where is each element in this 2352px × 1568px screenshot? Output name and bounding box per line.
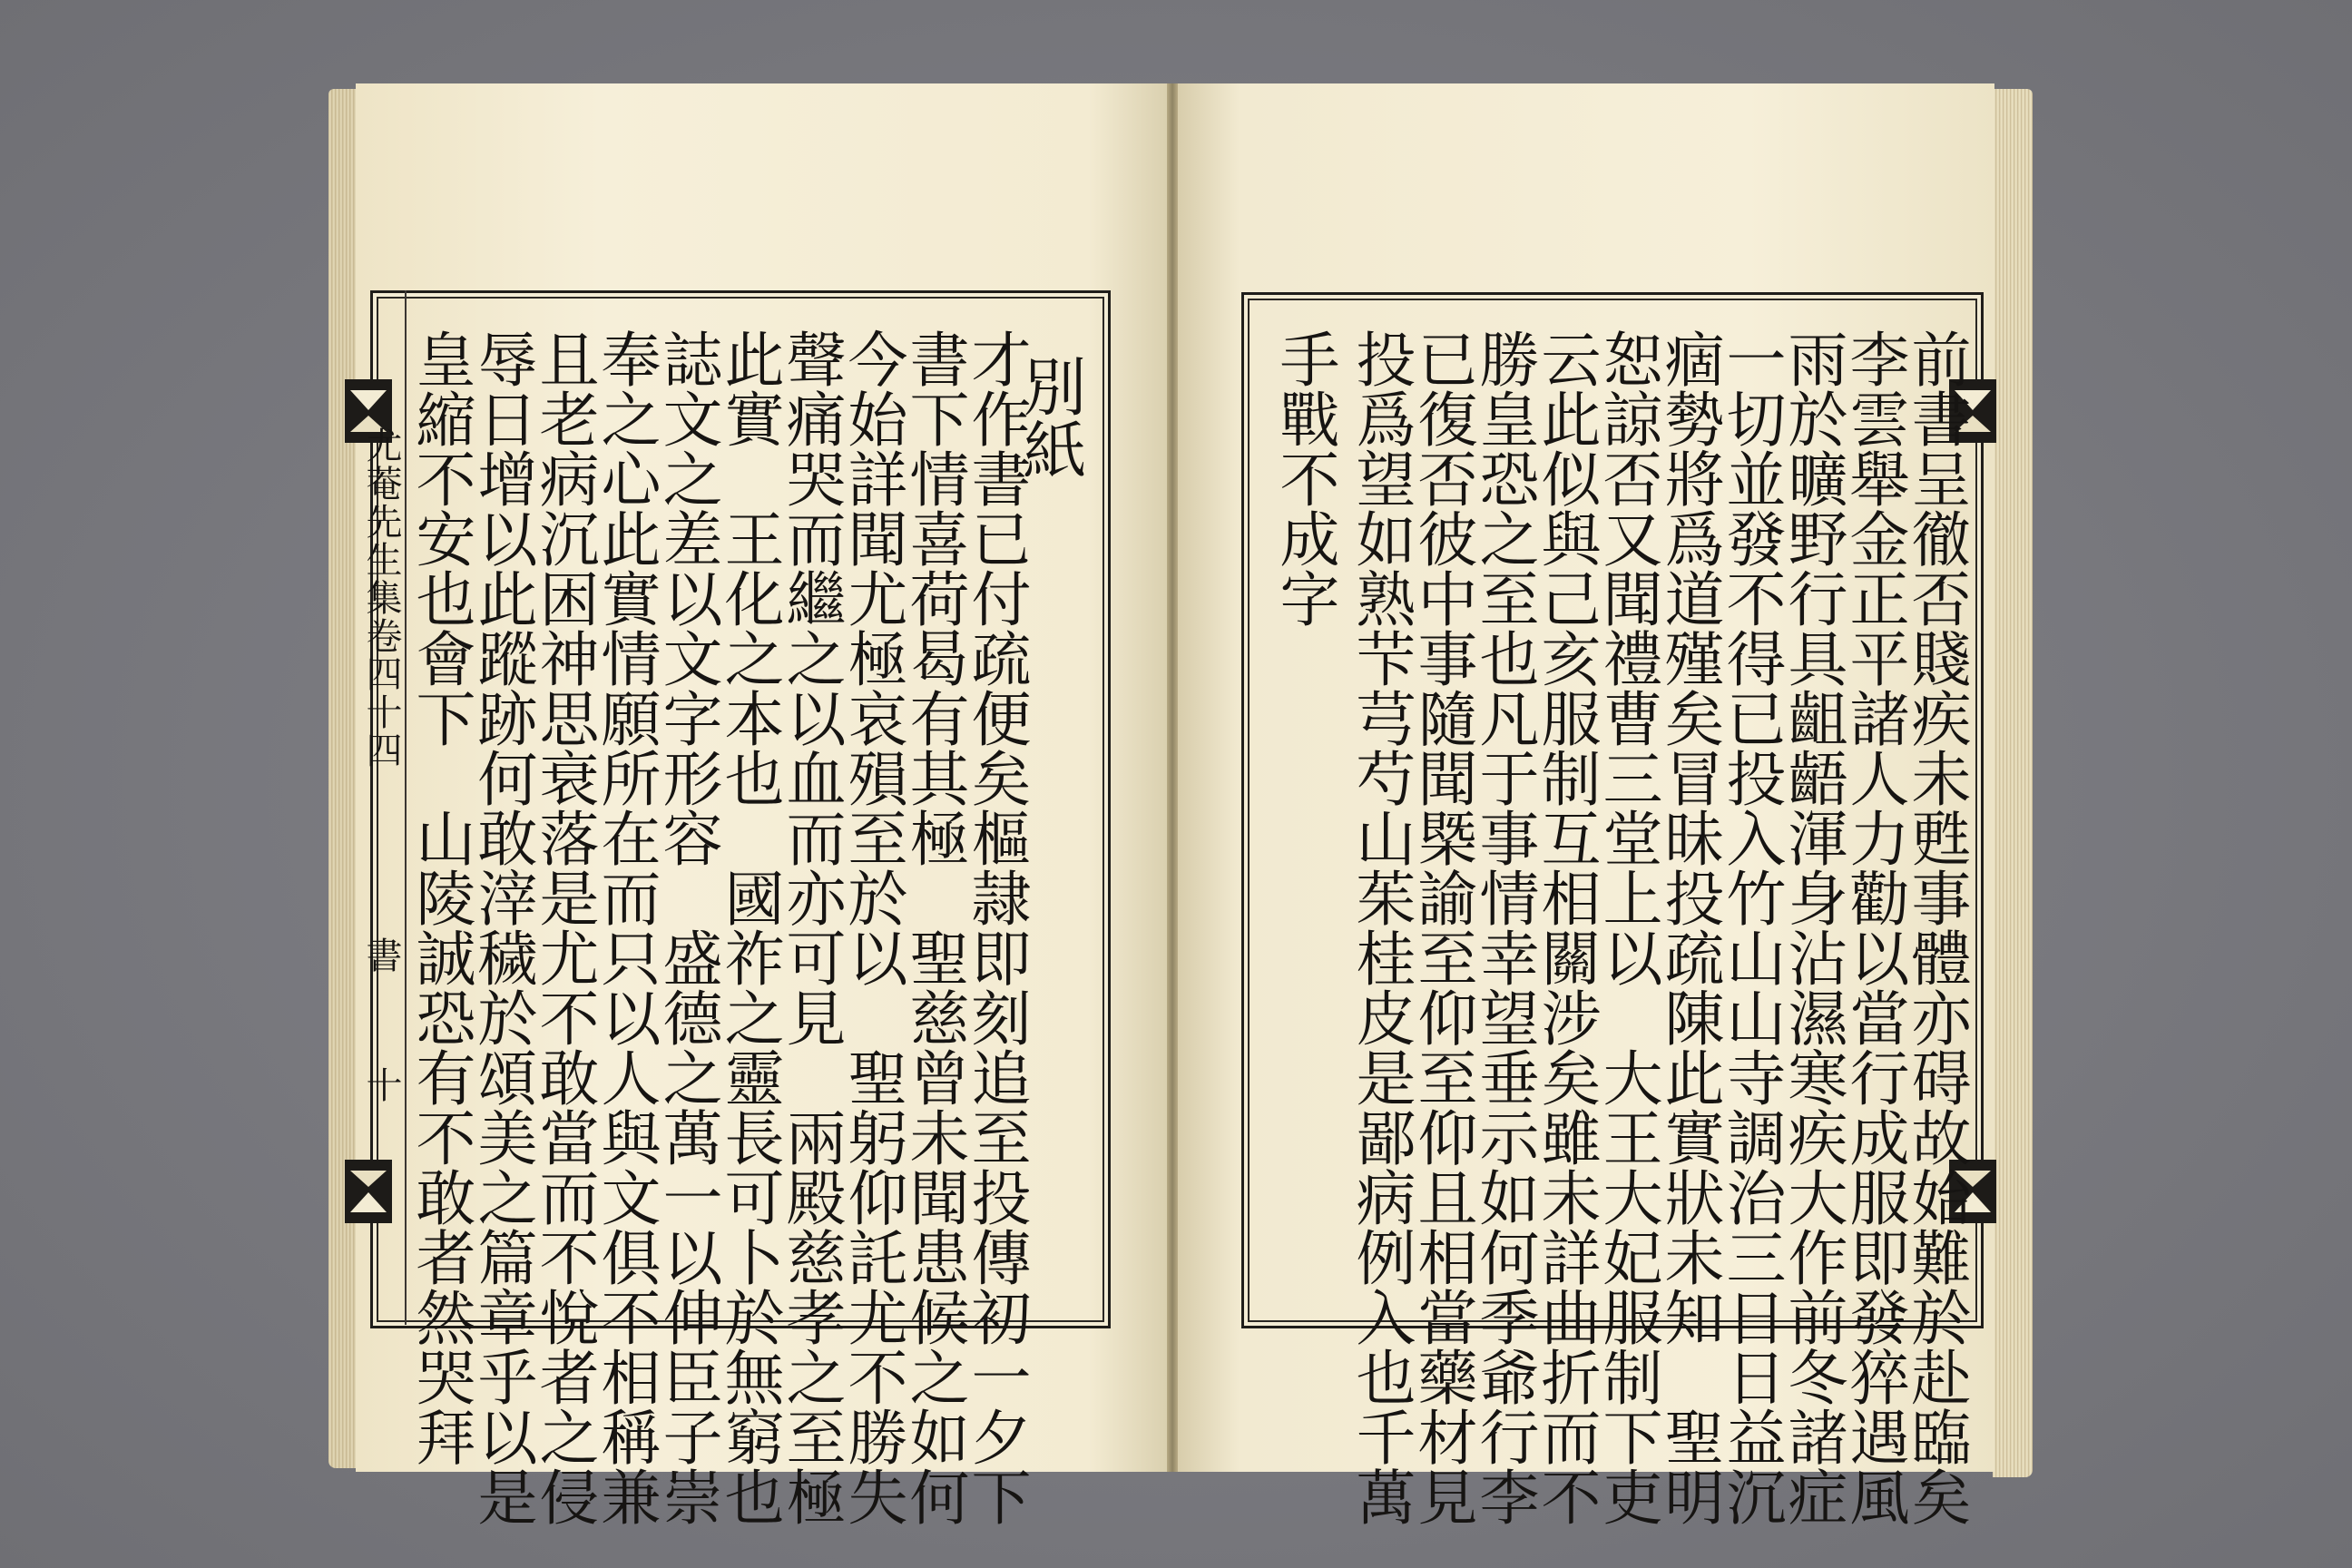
left-column-3: 書下情喜荷曷有其極 聖慈曾未聞患候之如何 <box>899 328 969 1526</box>
right-column-7: 云此似與己亥服制互相關涉矣雖未詳曲折而不 <box>1531 328 1601 1526</box>
left-column-8: 奉之心此實情願所在而只以人與文俱不相稱兼 <box>591 328 661 1526</box>
left-column-6: 此實 王化之本也 國祚之靈長可卜於無窮也 <box>714 328 784 1526</box>
right-column-1: 前書呈徹否賤疾未甦事體亦碍故始難於赴臨矣 <box>1901 328 1971 1526</box>
page-block-left-edge <box>328 89 359 1468</box>
fishtail-bottom-icon <box>345 1160 392 1223</box>
page-block-right-edge <box>1993 89 2033 1477</box>
right-column-11: 手戰不成字 <box>1269 328 1339 628</box>
left-column-5: 聲痛哭而繼之以血而亦可見 兩殿慈孝之至極 <box>776 328 846 1526</box>
book-gutter <box>1167 83 1178 1472</box>
left-column-7: 誌文之差以文字形容 盛德之萬一以伸臣子崇 <box>652 328 722 1526</box>
margin-book-title: 尤菴先生集卷四十四 <box>360 426 402 769</box>
right-column-3: 雨於曠野行具齟齬渾身沾濕寒疾大作前冬諸症 <box>1778 328 1847 1526</box>
left-column-9: 且老病沉困神思衰落是尤不敢當而不悅者之侵 <box>529 328 599 1526</box>
right-column-9: 已復否彼中事隨聞槩諭至仰至仰且相當藥材見 <box>1407 328 1477 1526</box>
right-column-5: 痼勢將爲道殣矣冒昧投疏陳此實狀未知 聖明 <box>1654 328 1724 1526</box>
right-column-10: 投爲望如熟芐芎芍山茱桂皮是鄙病例入也千萬 <box>1346 328 1416 1526</box>
right-column-6: 恕諒否又聞禮曹三堂上以 大王大妃服制下吏 <box>1592 328 1662 1526</box>
right-column-4: 一切並發不得已投入竹山山寺調治三日日益沉 <box>1716 328 1786 1526</box>
right-column-2: 李雲舉金正平諸人力勸以當行成服即發猝遇風 <box>1839 328 1909 1526</box>
left-column-4: 今始詳聞尤極哀殞至於以 聖躬仰託尤不勝失 <box>838 328 907 1526</box>
left-column-11: 皇縮不安也會下 山陵誠恐有不敢者然哭拜 <box>406 328 475 1466</box>
right-column-8: 勝皇恐之至也凡于事情幸望垂示如何季爺行李 <box>1469 328 1539 1526</box>
left-column-1: 別紙 <box>1013 354 1087 481</box>
left-column-2: 才作書已付疏便矣樞隷即刻追至投傳初一夕下 <box>961 328 1031 1526</box>
margin-page-number: 十 <box>360 1066 402 1104</box>
margin-section-label: 書 <box>360 936 402 975</box>
left-column-10: 辱日增以此蹤跡何敢滓穢於頌美之篇章乎以是 <box>467 328 537 1526</box>
